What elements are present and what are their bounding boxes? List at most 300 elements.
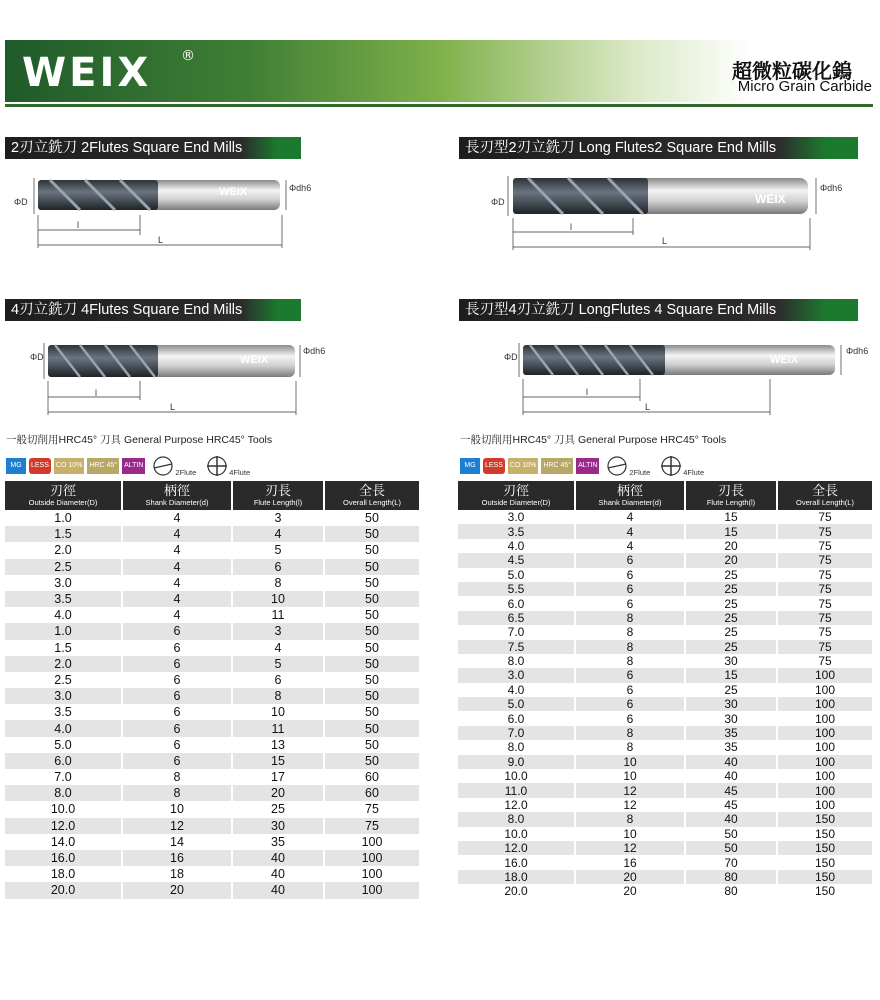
cell-outside-diameter: 20.0 xyxy=(5,882,122,898)
cell-shank-diameter: 10 xyxy=(122,801,232,817)
table-row xyxy=(458,740,872,754)
table-row xyxy=(458,568,872,582)
cell-overall-length: 50 xyxy=(324,526,419,542)
table-row xyxy=(5,704,419,720)
cell-overall-length: 75 xyxy=(324,801,419,817)
section-title-2flute: 2刃立銑刀 2Flutes Square End Mills xyxy=(5,137,301,159)
cell-overall-length: 50 xyxy=(324,640,419,656)
cell-shank-diameter: 4 xyxy=(122,542,232,558)
cell-outside-diameter: 2.5 xyxy=(5,672,122,688)
cell-flute-length: 6 xyxy=(232,672,324,688)
cell-overall-length: 75 xyxy=(777,654,872,668)
cell-flute-length: 30 xyxy=(685,711,777,725)
cell-flute-length: 20 xyxy=(685,553,777,567)
cell-overall-length: 50 xyxy=(324,575,419,591)
cell-shank-diameter: 12 xyxy=(575,798,685,812)
table-row xyxy=(5,656,419,672)
cell-overall-length: 50 xyxy=(324,623,419,639)
table-row xyxy=(458,711,872,725)
cell-flute-length: 50 xyxy=(685,827,777,841)
end-mill-drawing-2flute xyxy=(10,170,310,260)
cell-outside-diameter: 7.0 xyxy=(458,726,575,740)
cell-overall-length: 50 xyxy=(324,753,419,769)
registered-mark: ® xyxy=(181,48,195,64)
cell-flute-length: 40 xyxy=(685,769,777,783)
cell-outside-diameter: 2.0 xyxy=(5,656,122,672)
badge-altin: ALTIN xyxy=(122,458,145,474)
cell-outside-diameter: 10.0 xyxy=(458,827,575,841)
cell-overall-length: 75 xyxy=(777,553,872,567)
header-flute-length: 刃長 Flute Length(l) xyxy=(232,481,324,510)
cell-shank-diameter: 6 xyxy=(122,672,232,688)
cell-shank-diameter: 18 xyxy=(122,866,232,882)
cell-shank-diameter: 6 xyxy=(575,683,685,697)
cell-outside-diameter: 8.0 xyxy=(5,785,122,801)
cell-shank-diameter: 8 xyxy=(575,654,685,668)
cell-shank-diameter: 6 xyxy=(575,711,685,725)
cell-overall-length: 75 xyxy=(777,524,872,538)
table-row xyxy=(5,801,419,817)
cell-overall-length: 50 xyxy=(324,737,419,753)
cell-outside-diameter: 4.0 xyxy=(458,539,575,553)
cell-outside-diameter: 1.5 xyxy=(5,640,122,656)
cell-outside-diameter: 7.0 xyxy=(458,625,575,639)
cell-flute-length: 40 xyxy=(685,812,777,826)
cell-overall-length: 75 xyxy=(324,818,419,834)
cell-overall-length: 75 xyxy=(777,510,872,524)
table-row xyxy=(458,582,872,596)
general-purpose-label-left: 一般切削用HRC45° 刀具 General Purpose HRC45° Tools xyxy=(6,434,273,446)
table-row xyxy=(5,818,419,834)
table-row xyxy=(5,672,419,688)
cell-flute-length: 25 xyxy=(685,611,777,625)
cell-shank-diameter: 10 xyxy=(575,755,685,769)
section-title-4flute: 4刃立銑刀 4Flutes Square End Mills xyxy=(5,299,301,321)
cell-flute-length: 45 xyxy=(685,798,777,812)
two-flute-icon xyxy=(606,455,650,477)
cell-shank-diameter: 8 xyxy=(575,812,685,826)
cell-shank-diameter: 8 xyxy=(575,611,685,625)
cell-shank-diameter: 6 xyxy=(122,737,232,753)
cell-overall-length: 50 xyxy=(324,656,419,672)
cell-shank-diameter: 12 xyxy=(575,841,685,855)
dim-overall-L-long-4flute: L xyxy=(645,402,651,412)
cell-overall-length: 50 xyxy=(324,591,419,607)
cell-outside-diameter: 14.0 xyxy=(5,834,122,850)
end-mill-drawing-long-4flute xyxy=(505,335,850,425)
cell-outside-diameter: 18.0 xyxy=(5,866,122,882)
header-outside-diameter: 刃徑 Outside Diameter(D) xyxy=(458,481,575,510)
cell-outside-diameter: 8.0 xyxy=(458,812,575,826)
cell-overall-length: 100 xyxy=(777,697,872,711)
header-overall-length: 全長 Overall Length(L) xyxy=(324,481,419,510)
cell-shank-diameter: 6 xyxy=(122,720,232,736)
cell-outside-diameter: 1.5 xyxy=(5,526,122,542)
cell-flute-length: 25 xyxy=(685,683,777,697)
cell-shank-diameter: 6 xyxy=(122,656,232,672)
cell-outside-diameter: 3.0 xyxy=(458,510,575,524)
cell-overall-length: 150 xyxy=(777,812,872,826)
table-row xyxy=(458,611,872,625)
table-row xyxy=(458,539,872,553)
feature-badges-right xyxy=(460,455,710,477)
table-row xyxy=(5,688,419,704)
cell-flute-length: 30 xyxy=(685,697,777,711)
cell-overall-length: 100 xyxy=(777,726,872,740)
table-row xyxy=(5,866,419,882)
cell-shank-diameter: 6 xyxy=(575,582,685,596)
dim-phi-d: ΦD xyxy=(14,197,28,207)
cell-overall-length: 50 xyxy=(324,559,419,575)
shank-mark-long-4flute: WEIX xyxy=(770,354,799,366)
cell-shank-diameter: 6 xyxy=(575,568,685,582)
badge-co: CO 10% xyxy=(508,458,538,474)
cell-overall-length: 100 xyxy=(777,711,872,725)
cell-shank-diameter: 4 xyxy=(122,510,232,526)
table-row xyxy=(458,855,872,869)
cell-shank-diameter: 20 xyxy=(575,870,685,884)
cell-flute-length: 15 xyxy=(685,510,777,524)
cell-flute-length: 20 xyxy=(232,785,324,801)
cell-flute-length: 13 xyxy=(232,737,324,753)
table-row xyxy=(5,542,419,558)
dim-phi-dh6-long-2flute: Φdh6 xyxy=(820,183,843,193)
cell-flute-length: 70 xyxy=(685,855,777,869)
table-row xyxy=(458,654,872,668)
cell-overall-length: 50 xyxy=(324,672,419,688)
cell-flute-length: 8 xyxy=(232,688,324,704)
section-title-long-4flute: 長刃型4刃立銑刀 LongFlutes 4 Square End Mills xyxy=(459,299,858,321)
dim-phi-d-long-2flute: ΦD xyxy=(491,197,505,207)
dim-phi-dh6: Φdh6 xyxy=(289,183,312,193)
cell-shank-diameter: 8 xyxy=(575,726,685,740)
cell-outside-diameter: 8.0 xyxy=(458,740,575,754)
cell-shank-diameter: 12 xyxy=(575,783,685,797)
table-row xyxy=(458,683,872,697)
cell-outside-diameter: 12.0 xyxy=(5,818,122,834)
cell-outside-diameter: 3.0 xyxy=(458,668,575,682)
dim-flute-l-long-4flute: l xyxy=(586,387,588,397)
cell-outside-diameter: 16.0 xyxy=(458,855,575,869)
cell-shank-diameter: 6 xyxy=(575,553,685,567)
badge-less: LESS xyxy=(29,458,51,474)
cell-shank-diameter: 4 xyxy=(122,607,232,623)
cell-flute-length: 25 xyxy=(685,582,777,596)
cell-outside-diameter: 2.5 xyxy=(5,559,122,575)
cell-flute-length: 10 xyxy=(232,591,324,607)
cell-shank-diameter: 4 xyxy=(575,524,685,538)
cell-flute-length: 30 xyxy=(685,654,777,668)
spec-table-right xyxy=(458,481,872,899)
cell-overall-length: 50 xyxy=(324,607,419,623)
cell-outside-diameter: 20.0 xyxy=(458,884,575,898)
cell-outside-diameter: 3.0 xyxy=(5,688,122,704)
cell-overall-length: 100 xyxy=(324,866,419,882)
cell-overall-length: 100 xyxy=(777,668,872,682)
cell-flute-length: 10 xyxy=(232,704,324,720)
two-flute-icon xyxy=(152,455,196,477)
cell-overall-length: 75 xyxy=(777,568,872,582)
cell-overall-length: 60 xyxy=(324,785,419,801)
cell-shank-diameter: 6 xyxy=(122,704,232,720)
cell-overall-length: 100 xyxy=(777,683,872,697)
table-row xyxy=(5,640,419,656)
weix-logo: WEIX xyxy=(22,50,152,96)
cell-overall-length: 100 xyxy=(777,755,872,769)
cell-shank-diameter: 4 xyxy=(122,526,232,542)
cell-overall-length: 50 xyxy=(324,510,419,526)
shank-mark: WEIX xyxy=(219,186,248,198)
cell-shank-diameter: 10 xyxy=(575,827,685,841)
cell-flute-length: 15 xyxy=(685,524,777,538)
table-row xyxy=(5,850,419,866)
dim-overall-L: L xyxy=(158,235,164,245)
header-divider xyxy=(5,104,873,107)
cell-shank-diameter: 8 xyxy=(575,740,685,754)
table-row xyxy=(5,753,419,769)
cell-flute-length: 35 xyxy=(685,740,777,754)
cell-overall-length: 75 xyxy=(777,596,872,610)
cell-flute-length: 35 xyxy=(232,834,324,850)
two-flute-label: 2Flute xyxy=(175,468,197,477)
cell-outside-diameter: 3.5 xyxy=(5,591,122,607)
dim-phi-dh6-4flute: Φdh6 xyxy=(303,346,326,356)
cell-shank-diameter: 6 xyxy=(575,697,685,711)
cell-shank-diameter: 8 xyxy=(122,769,232,785)
table-row xyxy=(458,640,872,654)
four-flute-icon xyxy=(660,455,704,477)
table-row xyxy=(458,625,872,639)
cell-flute-length: 50 xyxy=(685,841,777,855)
cell-outside-diameter: 10.0 xyxy=(458,769,575,783)
cell-shank-diameter: 10 xyxy=(575,769,685,783)
table-row xyxy=(458,884,872,898)
cell-outside-diameter: 9.0 xyxy=(458,755,575,769)
header-overall-length: 全長 Overall Length(L) xyxy=(777,481,872,510)
cell-shank-diameter: 8 xyxy=(122,785,232,801)
cell-overall-length: 50 xyxy=(324,688,419,704)
dim-flute-l-4flute: l xyxy=(95,388,97,398)
table-row xyxy=(458,769,872,783)
header-shank-diameter: 柄徑 Shank Diameter(d) xyxy=(575,481,685,510)
cell-overall-length: 100 xyxy=(777,740,872,754)
cell-shank-diameter: 6 xyxy=(122,753,232,769)
cell-shank-diameter: 4 xyxy=(575,510,685,524)
cell-outside-diameter: 12.0 xyxy=(458,798,575,812)
cell-flute-length: 25 xyxy=(685,625,777,639)
cell-shank-diameter: 4 xyxy=(122,591,232,607)
cell-outside-diameter: 6.0 xyxy=(5,753,122,769)
table-row xyxy=(458,553,872,567)
cell-flute-length: 30 xyxy=(232,818,324,834)
badge-altin: ALTIN xyxy=(576,458,599,474)
cell-outside-diameter: 4.0 xyxy=(5,607,122,623)
cell-flute-length: 80 xyxy=(685,870,777,884)
cell-flute-length: 15 xyxy=(232,753,324,769)
table-row xyxy=(458,697,872,711)
cell-overall-length: 75 xyxy=(777,611,872,625)
cell-outside-diameter: 3.0 xyxy=(5,575,122,591)
cell-flute-length: 6 xyxy=(232,559,324,575)
cell-overall-length: 75 xyxy=(777,539,872,553)
cell-outside-diameter: 6.5 xyxy=(458,611,575,625)
cell-outside-diameter: 12.0 xyxy=(458,841,575,855)
cell-overall-length: 100 xyxy=(324,834,419,850)
cell-flute-length: 25 xyxy=(685,568,777,582)
table-row xyxy=(5,526,419,542)
cell-overall-length: 100 xyxy=(324,850,419,866)
shank-mark-long-2flute: WEIX xyxy=(755,192,786,206)
cell-shank-diameter: 6 xyxy=(122,640,232,656)
cell-outside-diameter: 2.0 xyxy=(5,542,122,558)
table-row xyxy=(458,510,872,524)
cell-flute-length: 5 xyxy=(232,542,324,558)
table-row xyxy=(458,755,872,769)
header-shank-diameter: 柄徑 Shank Diameter(d) xyxy=(122,481,232,510)
dim-flute-l: l xyxy=(77,220,79,230)
dim-phi-d-long-4flute: ΦD xyxy=(504,352,518,362)
cell-flute-length: 40 xyxy=(232,866,324,882)
dim-phi-dh6-long-4flute: Φdh6 xyxy=(846,346,869,356)
cell-shank-diameter: 14 xyxy=(122,834,232,850)
cell-overall-length: 100 xyxy=(777,798,872,812)
cell-outside-diameter: 3.5 xyxy=(458,524,575,538)
cell-outside-diameter: 5.0 xyxy=(458,568,575,582)
cell-flute-length: 80 xyxy=(685,884,777,898)
table-row xyxy=(458,726,872,740)
cell-flute-length: 17 xyxy=(232,769,324,785)
shank-mark-4flute: WEIX xyxy=(240,354,269,366)
cell-flute-length: 40 xyxy=(685,755,777,769)
table-row xyxy=(5,834,419,850)
cell-flute-length: 4 xyxy=(232,526,324,542)
cell-flute-length: 5 xyxy=(232,656,324,672)
cell-overall-length: 75 xyxy=(777,625,872,639)
cell-overall-length: 150 xyxy=(777,827,872,841)
cell-outside-diameter: 1.0 xyxy=(5,510,122,526)
cell-flute-length: 11 xyxy=(232,720,324,736)
table-row xyxy=(458,841,872,855)
cell-overall-length: 50 xyxy=(324,720,419,736)
cell-flute-length: 11 xyxy=(232,607,324,623)
cell-flute-length: 15 xyxy=(685,668,777,682)
cell-shank-diameter: 4 xyxy=(122,559,232,575)
table-row xyxy=(458,870,872,884)
cell-flute-length: 25 xyxy=(232,801,324,817)
badge-co: CO 10% xyxy=(54,458,84,474)
cell-overall-length: 50 xyxy=(324,542,419,558)
two-flute-label: 2Flute xyxy=(629,468,651,477)
badge-mg: MG xyxy=(6,458,26,474)
cell-flute-length: 3 xyxy=(232,510,324,526)
cell-outside-diameter: 4.5 xyxy=(458,553,575,567)
table-row xyxy=(5,785,419,801)
cell-shank-diameter: 4 xyxy=(575,539,685,553)
cell-shank-diameter: 16 xyxy=(575,855,685,869)
cell-overall-length: 100 xyxy=(324,882,419,898)
cell-outside-diameter: 3.5 xyxy=(5,704,122,720)
header-outside-diameter: 刃徑 Outside Diameter(D) xyxy=(5,481,122,510)
cell-shank-diameter: 8 xyxy=(575,625,685,639)
badge-hrc: HRC 45° xyxy=(87,458,119,474)
four-flute-label: 4Flute xyxy=(229,468,251,477)
cell-flute-length: 25 xyxy=(685,596,777,610)
table-row xyxy=(458,524,872,538)
badge-mg: MG xyxy=(460,458,480,474)
spec-table-left xyxy=(5,481,419,899)
cell-outside-diameter: 4.0 xyxy=(5,720,122,736)
table-row xyxy=(5,769,419,785)
table-row xyxy=(5,559,419,575)
table-row xyxy=(458,668,872,682)
cell-shank-diameter: 6 xyxy=(575,596,685,610)
cell-flute-length: 35 xyxy=(685,726,777,740)
cell-shank-diameter: 6 xyxy=(122,688,232,704)
cell-overall-length: 150 xyxy=(777,870,872,884)
cell-overall-length: 100 xyxy=(777,769,872,783)
cell-flute-length: 40 xyxy=(232,850,324,866)
table-row xyxy=(5,623,419,639)
cell-outside-diameter: 8.0 xyxy=(458,654,575,668)
title-english: Micro Grain Carbide xyxy=(737,78,872,95)
cell-shank-diameter: 20 xyxy=(575,884,685,898)
cell-flute-length: 25 xyxy=(685,640,777,654)
cell-flute-length: 40 xyxy=(232,882,324,898)
cell-flute-length: 4 xyxy=(232,640,324,656)
cell-overall-length: 75 xyxy=(777,582,872,596)
cell-overall-length: 60 xyxy=(324,769,419,785)
cell-flute-length: 45 xyxy=(685,783,777,797)
cell-outside-diameter: 6.0 xyxy=(458,711,575,725)
table-row xyxy=(5,720,419,736)
table-row xyxy=(5,607,419,623)
cell-outside-diameter: 16.0 xyxy=(5,850,122,866)
cell-overall-length: 150 xyxy=(777,841,872,855)
cell-overall-length: 75 xyxy=(777,640,872,654)
cell-flute-length: 20 xyxy=(685,539,777,553)
cell-outside-diameter: 18.0 xyxy=(458,870,575,884)
cell-shank-diameter: 6 xyxy=(575,668,685,682)
dim-flute-l-long-2flute: l xyxy=(570,222,572,232)
cell-shank-diameter: 12 xyxy=(122,818,232,834)
cell-outside-diameter: 7.0 xyxy=(5,769,122,785)
table-row xyxy=(458,798,872,812)
table-row xyxy=(5,737,419,753)
dim-overall-L-4flute: L xyxy=(170,402,176,412)
cell-shank-diameter: 4 xyxy=(122,575,232,591)
cell-overall-length: 150 xyxy=(777,884,872,898)
cell-outside-diameter: 11.0 xyxy=(458,783,575,797)
general-purpose-label-right: 一般切削用HRC45° 刀具 General Purpose HRC45° Tools xyxy=(460,434,727,446)
header-flute-length: 刃長 Flute Length(l) xyxy=(685,481,777,510)
dim-overall-L-long-2flute: L xyxy=(662,236,668,246)
cell-shank-diameter: 6 xyxy=(122,623,232,639)
table-row xyxy=(5,510,419,526)
four-flute-label: 4Flute xyxy=(683,468,705,477)
cell-flute-length: 3 xyxy=(232,623,324,639)
table-row xyxy=(458,827,872,841)
table-row xyxy=(5,591,419,607)
cell-shank-diameter: 8 xyxy=(575,640,685,654)
cell-shank-diameter: 20 xyxy=(122,882,232,898)
four-flute-icon xyxy=(206,455,250,477)
cell-outside-diameter: 10.0 xyxy=(5,801,122,817)
cell-shank-diameter: 16 xyxy=(122,850,232,866)
cell-outside-diameter: 7.5 xyxy=(458,640,575,654)
cell-outside-diameter: 5.5 xyxy=(458,582,575,596)
table-row xyxy=(458,596,872,610)
cell-flute-length: 8 xyxy=(232,575,324,591)
